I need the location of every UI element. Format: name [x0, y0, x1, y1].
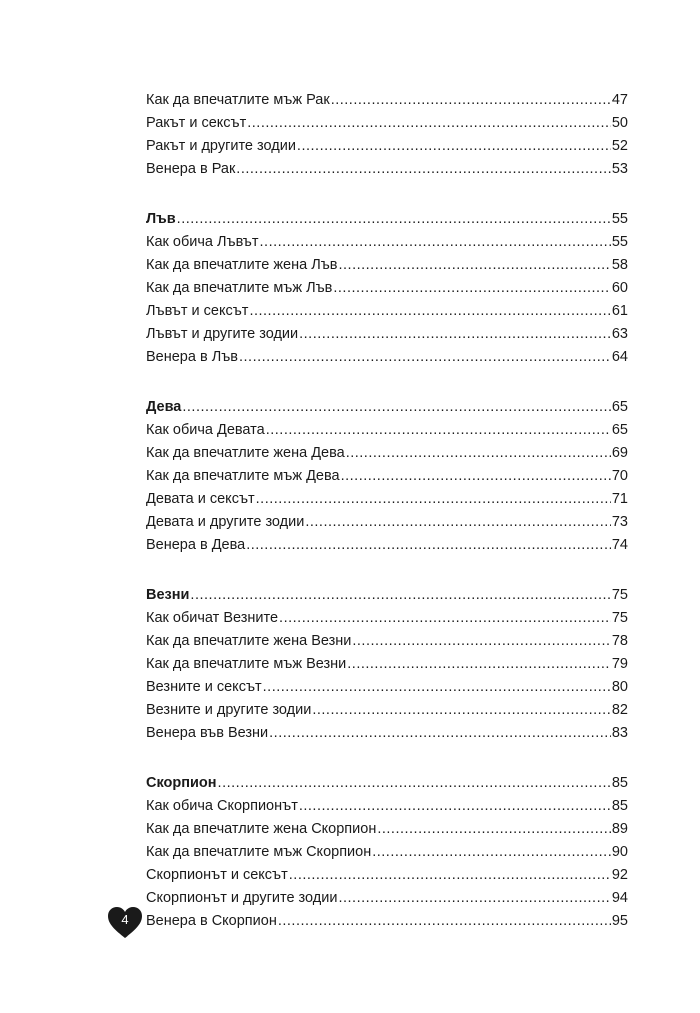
- toc-heading-title: Везни: [146, 587, 190, 603]
- toc-entry: [146, 300, 628, 323]
- toc-entry: [146, 89, 628, 112]
- toc-page-number: 71: [611, 491, 628, 507]
- toc-page-number: 73: [611, 514, 628, 530]
- toc-page-number: 89: [611, 821, 628, 837]
- dot-leader: [190, 584, 610, 607]
- toc-entry: [146, 442, 628, 465]
- toc-entry-title: Как да впечатлите мъж Лъв: [146, 280, 333, 296]
- page-number: 4: [121, 912, 129, 927]
- dot-leader: [305, 511, 611, 534]
- toc-entry-title: Скорпионът и другите зодии: [146, 890, 338, 906]
- dot-leader: [289, 864, 611, 887]
- toc-entry: [146, 887, 628, 910]
- dot-leader: [347, 653, 611, 676]
- dot-leader: [263, 676, 611, 699]
- toc-entry-title: Как да впечатлите жена Лъв: [146, 257, 338, 273]
- dot-leader: [299, 795, 611, 818]
- toc-entry: [146, 158, 628, 181]
- toc-page-number: 80: [611, 679, 628, 695]
- dot-leader: [182, 396, 611, 419]
- toc-entry: [146, 534, 628, 557]
- dot-leader: [299, 323, 611, 346]
- toc-heading-entry: [146, 396, 628, 419]
- toc-heading-title: Скорпион: [146, 775, 217, 791]
- toc-heading-entry: [146, 772, 628, 795]
- dot-leader: [239, 346, 611, 369]
- dot-leader: [260, 231, 611, 254]
- toc-page-number: 53: [611, 161, 628, 177]
- toc-entry-title: Как да впечатлите жена Скорпион: [146, 821, 377, 837]
- toc-entry: [146, 277, 628, 300]
- dot-leader: [266, 419, 611, 442]
- toc-entry: [146, 699, 628, 722]
- toc-entry-title: Лъвът и другите зодии: [146, 326, 299, 342]
- toc-entry: [146, 795, 628, 818]
- toc-page-number: 61: [611, 303, 628, 319]
- toc-page-number: 52: [611, 138, 628, 154]
- toc-entry-title: Как обичат Везните: [146, 610, 279, 626]
- toc-entry-title: Венера в Дева: [146, 537, 246, 553]
- toc-page-number: 75: [611, 610, 628, 626]
- toc-section: [146, 772, 628, 933]
- toc-page-number: 58: [611, 257, 628, 273]
- toc-page-number: 50: [611, 115, 628, 131]
- dot-leader: [312, 699, 611, 722]
- toc-page-number: 79: [611, 656, 628, 672]
- toc-entry: [146, 676, 628, 699]
- toc-page-number: 74: [611, 537, 628, 553]
- table-of-contents: [146, 89, 628, 933]
- toc-entry: [146, 135, 628, 158]
- toc-entry-title: Девата и другите зодии: [146, 514, 305, 530]
- toc-entry-title: Скорпионът и сексът: [146, 867, 288, 883]
- dot-leader: [269, 722, 611, 745]
- toc-entry-title: Венера в Рак: [146, 161, 236, 177]
- toc-page-number: 94: [611, 890, 628, 906]
- toc-entry-title: Лъвът и сексът: [146, 303, 249, 319]
- toc-page-number: 82: [611, 702, 628, 718]
- toc-entry-title: Как да впечатлите мъж Дева: [146, 468, 340, 484]
- toc-page-number: 70: [611, 468, 628, 484]
- toc-entry-title: Как да впечатлите жена Дева: [146, 445, 345, 461]
- dot-leader: [377, 818, 611, 841]
- toc-section: [146, 584, 628, 745]
- toc-entry-title: Везните и сексът: [146, 679, 262, 695]
- toc-entry: [146, 630, 628, 653]
- toc-entry-title: Как да впечатлите жена Везни: [146, 633, 352, 649]
- toc-entry: [146, 864, 628, 887]
- toc-entry-title: Как обича Лъвът: [146, 234, 259, 250]
- dot-leader: [338, 887, 610, 910]
- dot-leader: [247, 112, 611, 135]
- toc-entry-title: Венера в Скорпион: [146, 913, 277, 929]
- dot-leader: [278, 910, 611, 933]
- toc-entry-title: Как да впечатлите мъж Рак: [146, 92, 330, 108]
- page-number-badge: [107, 906, 143, 940]
- toc-section: [146, 208, 628, 369]
- toc-section: [146, 396, 628, 557]
- toc-entry-title: Венера във Везни: [146, 725, 269, 741]
- toc-entry-title: Как обича Девата: [146, 422, 265, 438]
- toc-heading-entry: [146, 208, 628, 231]
- dot-leader: [236, 158, 611, 181]
- toc-entry-title: Ракът и сексът: [146, 115, 247, 131]
- dot-leader: [279, 607, 611, 630]
- toc-page-number: 69: [611, 445, 628, 461]
- toc-entry-title: Как да впечатлите мъж Везни: [146, 656, 347, 672]
- dot-leader: [333, 277, 610, 300]
- dot-leader: [297, 135, 611, 158]
- toc-page-number: 60: [611, 280, 628, 296]
- dot-leader: [352, 630, 610, 653]
- toc-page-number: 85: [611, 775, 628, 791]
- toc-page-number: 65: [611, 422, 628, 438]
- toc-entry: [146, 254, 628, 277]
- toc-entry: [146, 346, 628, 369]
- toc-page-number: 90: [611, 844, 628, 860]
- toc-heading-title: Лъв: [146, 211, 176, 227]
- toc-page-number: 95: [611, 913, 628, 929]
- dot-leader: [249, 300, 610, 323]
- toc-page-number: 64: [611, 349, 628, 365]
- toc-entry: [146, 419, 628, 442]
- toc-entry: [146, 818, 628, 841]
- toc-entry: [146, 607, 628, 630]
- toc-page-number: 47: [611, 92, 628, 108]
- toc-heading-entry: [146, 584, 628, 607]
- dot-leader: [372, 841, 611, 864]
- toc-page-number: 85: [611, 798, 628, 814]
- dot-leader: [256, 488, 611, 511]
- toc-page-number: 63: [611, 326, 628, 342]
- toc-entry: [146, 653, 628, 676]
- toc-entry: [146, 910, 628, 933]
- toc-page-number: 55: [611, 211, 628, 227]
- toc-entry-title: Как обича Скорпионът: [146, 798, 298, 814]
- toc-entry: [146, 511, 628, 534]
- toc-entry: [146, 488, 628, 511]
- dot-leader: [341, 465, 611, 488]
- toc-page-number: 65: [611, 399, 628, 415]
- dot-leader: [177, 208, 611, 231]
- toc-entry: [146, 112, 628, 135]
- toc-entry-title: Как да впечатлите мъж Скорпион: [146, 844, 372, 860]
- toc-entry-title: Везните и другите зодии: [146, 702, 312, 718]
- toc-section: [146, 89, 628, 181]
- toc-heading-title: Дева: [146, 399, 182, 415]
- toc-page-number: 78: [611, 633, 628, 649]
- toc-entry-title: Венера в Лъв: [146, 349, 238, 365]
- toc-entry-title: Ракът и другите зодии: [146, 138, 296, 154]
- toc-page-number: 75: [611, 587, 628, 603]
- dot-leader: [331, 89, 611, 112]
- toc-entry: [146, 465, 628, 488]
- toc-page-number: 92: [611, 867, 628, 883]
- dot-leader: [246, 534, 611, 557]
- toc-entry: [146, 841, 628, 864]
- toc-entry: [146, 231, 628, 254]
- toc-entry: [146, 323, 628, 346]
- dot-leader: [346, 442, 611, 465]
- toc-page-number: 55: [611, 234, 628, 250]
- dot-leader: [218, 772, 611, 795]
- toc-page-number: 83: [611, 725, 628, 741]
- dot-leader: [338, 254, 610, 277]
- toc-entry-title: Девата и сексът: [146, 491, 255, 507]
- toc-entry: [146, 722, 628, 745]
